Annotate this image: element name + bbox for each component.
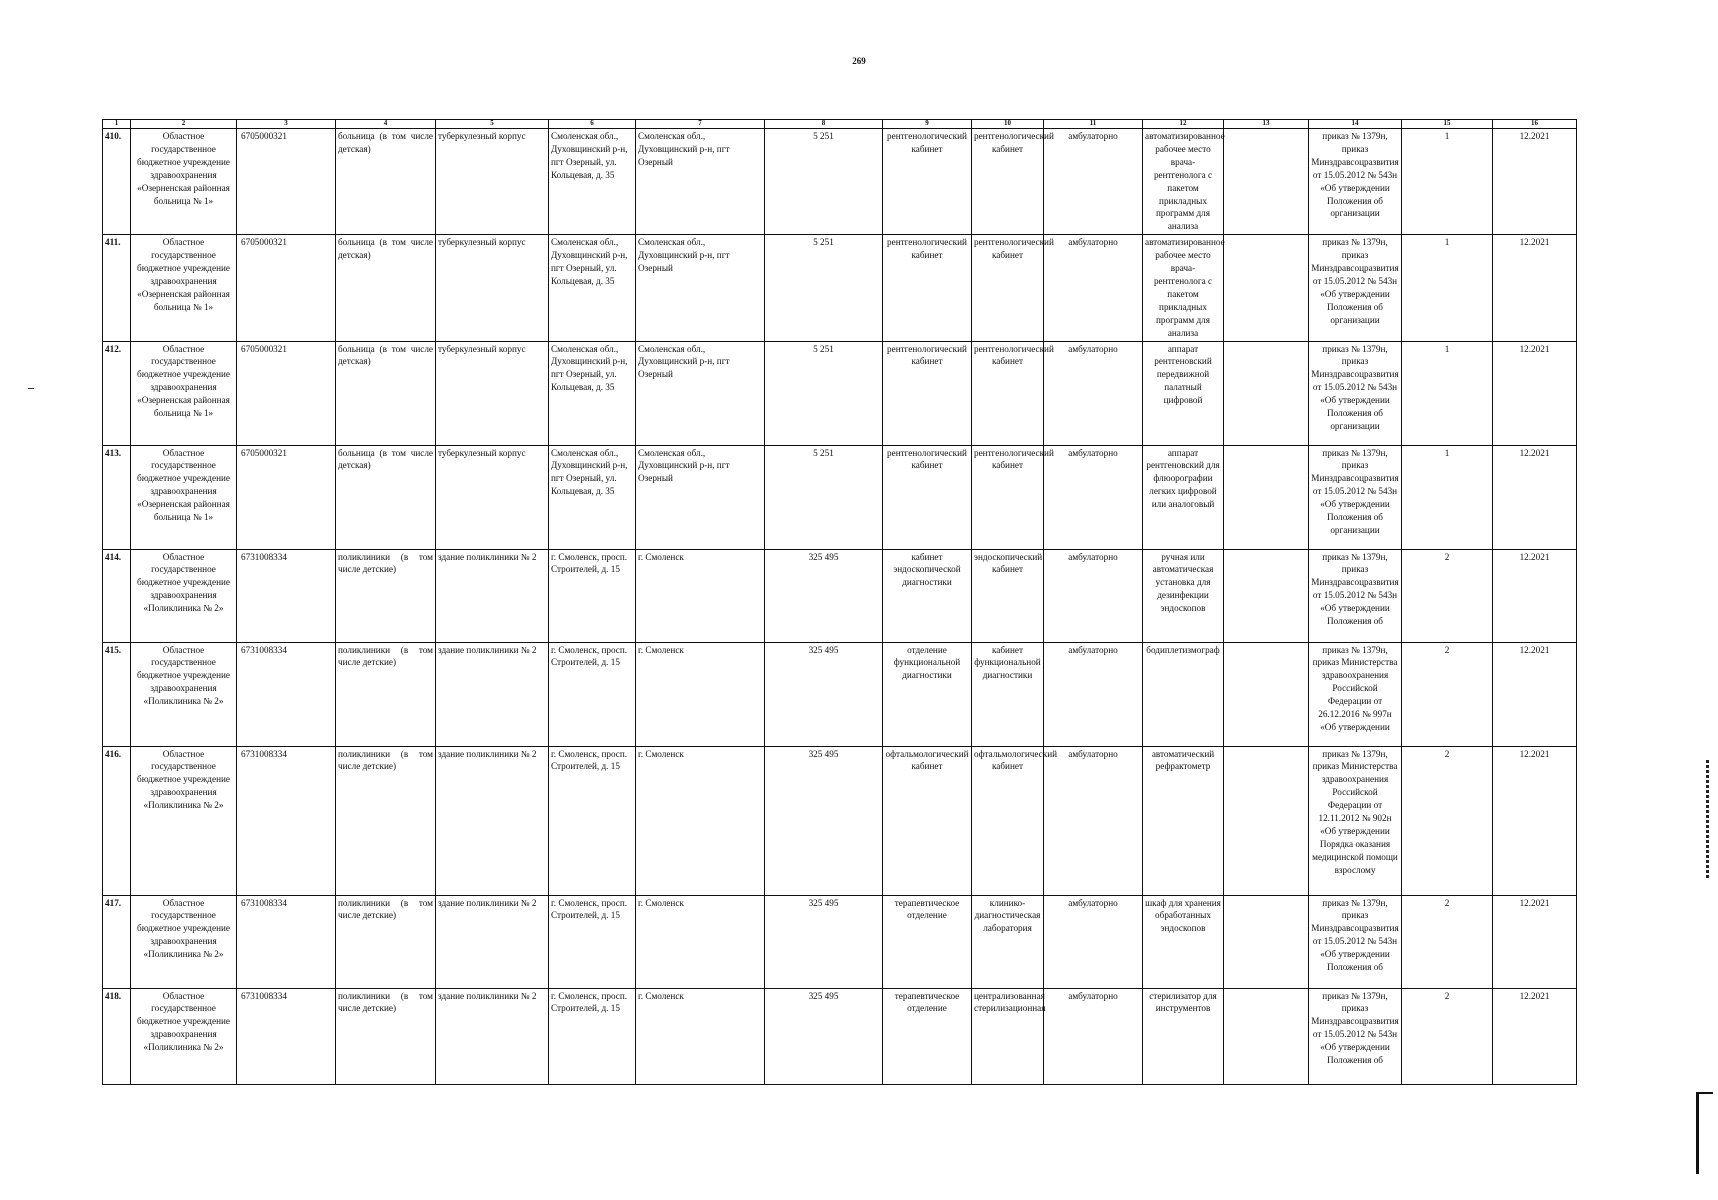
legal-basis: приказ № 1379н, приказ Минздравсоцразвития от 15.05.2012 № 543н «Об утверждении Положения об организации: [1309, 129, 1402, 235]
row-number: 412.: [103, 341, 131, 445]
inn-code: 6731008334: [237, 549, 336, 642]
room: централизованная стерилизационная: [972, 988, 1044, 1084]
building-name: здание поликлиники № 2: [436, 549, 549, 642]
equipment-name: автоматизированное рабочее место врача-рентгенолога с пакетом прикладных программ для анализа: [1143, 129, 1224, 235]
equipment-name: ручная или автоматическая установка для дезинфекции эндоскопов: [1143, 549, 1224, 642]
inn-code: 6731008334: [237, 746, 336, 895]
inn-code: 6705000321: [237, 445, 336, 549]
column-13: [1224, 895, 1309, 988]
col-header: 8: [765, 120, 883, 129]
facility-type: больница (в том числе детская): [336, 445, 436, 549]
quantity: 2: [1402, 895, 1493, 988]
population: 5 251: [765, 129, 883, 235]
room: клинико-диагностическая лаборатория: [972, 895, 1044, 988]
department: терапевтическое отделение: [883, 895, 972, 988]
planned-date: 12.2021: [1493, 129, 1577, 235]
building-name: туберкулезный корпус: [436, 129, 549, 235]
building-name: туберкулезный корпус: [436, 445, 549, 549]
table-row: [103, 129, 1577, 235]
population: 325 495: [765, 746, 883, 895]
column-13: [1224, 549, 1309, 642]
locality: Смоленская обл., Духовщинский р-н, пгт Озерный: [636, 129, 765, 235]
column-13: [1224, 642, 1309, 746]
locality: Смоленская обл., Духовщинский р-н, пгт Озерный: [636, 445, 765, 549]
department: рентгенологический кабинет: [883, 341, 972, 445]
row-number: 410.: [103, 129, 131, 235]
care-mode: амбулаторно: [1044, 445, 1143, 549]
locality: г. Смоленск: [636, 642, 765, 746]
department: рентгенологический кабинет: [883, 235, 972, 341]
facility-type: поликлиники (в том числе детские): [336, 746, 436, 895]
inn-code: 6731008334: [237, 988, 336, 1084]
department: офтальмологический кабинет: [883, 746, 972, 895]
population: 325 495: [765, 549, 883, 642]
equipment-name: аппарат рентгеновский для флюорографии легких цифровой или аналоговый: [1143, 445, 1224, 549]
inn-code: 6705000321: [237, 341, 336, 445]
col-header: 9: [883, 120, 972, 129]
population: 325 495: [765, 895, 883, 988]
facility-type: поликлиники (в том числе детские): [336, 642, 436, 746]
population: 5 251: [765, 341, 883, 445]
organization-name: Областное государственное бюджетное учреждение здравоохранения «Озерненская районная больница № 1»: [131, 235, 237, 341]
table-row: [103, 445, 1577, 549]
building-name: туберкулезный корпус: [436, 341, 549, 445]
col-header: 1: [103, 120, 131, 129]
equipment-table: [102, 119, 1577, 1085]
locality: Смоленская обл., Духовщинский р-н, пгт Озерный: [636, 235, 765, 341]
legal-basis: приказ № 1379н, приказ Минздравсоцразвития от 15.05.2012 № 543н «Об утверждении Положения об организации: [1309, 445, 1402, 549]
column-13: [1224, 129, 1309, 235]
room: эндоскопический кабинет: [972, 549, 1044, 642]
population: 5 251: [765, 235, 883, 341]
facility-type: больница (в том числе детская): [336, 341, 436, 445]
locality: г. Смоленск: [636, 746, 765, 895]
planned-date: 12.2021: [1493, 988, 1577, 1084]
legal-basis: приказ № 1379н, приказ Минздравсоцразвития от 15.05.2012 № 543н «Об утверждении Положения об организации: [1309, 341, 1402, 445]
facility-address: г. Смоленск, просп. Строителей, д. 15: [549, 549, 636, 642]
row-number: 413.: [103, 445, 131, 549]
care-mode: амбулаторно: [1044, 341, 1143, 445]
building-name: здание поликлиники № 2: [436, 895, 549, 988]
column-13: [1224, 341, 1309, 445]
department: отделение функциональной диагностики: [883, 642, 972, 746]
quantity: 1: [1402, 341, 1493, 445]
col-header: 12: [1143, 120, 1224, 129]
table-row: [103, 988, 1577, 1084]
care-mode: амбулаторно: [1044, 642, 1143, 746]
equipment-name: аппарат рентгеновский передвижной палатный цифровой: [1143, 341, 1224, 445]
scan-corner-mark: [1696, 1092, 1713, 1174]
equipment-name: стерилизатор для инструментов: [1143, 988, 1224, 1084]
col-header: 11: [1044, 120, 1143, 129]
table-row: [103, 642, 1577, 746]
facility-address: г. Смоленск, просп. Строителей, д. 15: [549, 642, 636, 746]
building-name: здание поликлиники № 2: [436, 988, 549, 1084]
legal-basis: приказ № 1379н, приказ Минздравсоцразвития от 15.05.2012 № 543н «Об утверждении Положения об: [1309, 549, 1402, 642]
locality: г. Смоленск: [636, 988, 765, 1084]
legal-basis: приказ № 1379н, приказ Минздравсоцразвития от 15.05.2012 № 543н «Об утверждении Положения об: [1309, 988, 1402, 1084]
population: 325 495: [765, 988, 883, 1084]
care-mode: амбулаторно: [1044, 746, 1143, 895]
col-header: 13: [1224, 120, 1309, 129]
locality: г. Смоленск: [636, 549, 765, 642]
column-13: [1224, 235, 1309, 341]
inn-code: 6731008334: [237, 642, 336, 746]
legal-basis: приказ № 1379н, приказ Министерства здравоохранения Российской Федерации от 26.12.2016 № 997н «Об утверждении: [1309, 642, 1402, 746]
col-header: 7: [636, 120, 765, 129]
row-number: 411.: [103, 235, 131, 341]
legal-basis: приказ № 1379н, приказ Минздравсоцразвития от 15.05.2012 № 543н «Об утверждении Положения об: [1309, 895, 1402, 988]
row-number: 416.: [103, 746, 131, 895]
header-row: [103, 120, 1577, 129]
care-mode: амбулаторно: [1044, 235, 1143, 341]
page-number: 269: [852, 56, 866, 66]
column-13: [1224, 746, 1309, 895]
planned-date: 12.2021: [1493, 746, 1577, 895]
scan-mark-right: [1706, 760, 1709, 880]
column-13: [1224, 988, 1309, 1084]
organization-name: Областное государственное бюджетное учреждение здравоохранения «Поликлиника № 2»: [131, 746, 237, 895]
department: кабинет эндоскопической диагностики: [883, 549, 972, 642]
inn-code: 6705000321: [237, 235, 336, 341]
facility-address: г. Смоленск, просп. Строителей, д. 15: [549, 746, 636, 895]
planned-date: 12.2021: [1493, 549, 1577, 642]
room: рентгенологический кабинет: [972, 235, 1044, 341]
scan-mark-left: [28, 388, 34, 389]
quantity: 1: [1402, 445, 1493, 549]
building-name: здание поликлиники № 2: [436, 642, 549, 746]
room: рентгенологический кабинет: [972, 129, 1044, 235]
col-header: 5: [436, 120, 549, 129]
organization-name: Областное государственное бюджетное учреждение здравоохранения «Поликлиника № 2»: [131, 549, 237, 642]
row-number: 418.: [103, 988, 131, 1084]
col-header: 4: [336, 120, 436, 129]
equipment-name: бодиплетизмограф: [1143, 642, 1224, 746]
care-mode: амбулаторно: [1044, 988, 1143, 1084]
row-number: 414.: [103, 549, 131, 642]
organization-name: Областное государственное бюджетное учреждение здравоохранения «Поликлиника № 2»: [131, 988, 237, 1084]
table-row: [103, 235, 1577, 341]
care-mode: амбулаторно: [1044, 895, 1143, 988]
col-header: 15: [1402, 120, 1493, 129]
population: 325 495: [765, 642, 883, 746]
care-mode: амбулаторно: [1044, 129, 1143, 235]
equipment-name: автоматический рефрактометр: [1143, 746, 1224, 895]
equipment-name: автоматизированное рабочее место врача-рентгенолога с пакетом прикладных программ для анализа: [1143, 235, 1224, 341]
col-header: 10: [972, 120, 1044, 129]
quantity: 2: [1402, 746, 1493, 895]
department: рентгенологический кабинет: [883, 445, 972, 549]
facility-type: больница (в том числе детская): [336, 235, 436, 341]
inn-code: 6731008334: [237, 895, 336, 988]
table-row: [103, 746, 1577, 895]
facility-address: г. Смоленск, просп. Строителей, д. 15: [549, 988, 636, 1084]
organization-name: Областное государственное бюджетное учреждение здравоохранения «Поликлиника № 2»: [131, 895, 237, 988]
organization-name: Областное государственное бюджетное учреждение здравоохранения «Озерненская районная больница № 1»: [131, 129, 237, 235]
quantity: 1: [1402, 129, 1493, 235]
table-row: [103, 895, 1577, 988]
facility-address: Смоленская обл., Духовщинский р-н, пгт Озерный, ул. Кольцевая, д. 35: [549, 129, 636, 235]
planned-date: 12.2021: [1493, 895, 1577, 988]
room: офтальмологический кабинет: [972, 746, 1044, 895]
col-header: 2: [131, 120, 237, 129]
facility-type: поликлиники (в том числе детские): [336, 549, 436, 642]
facility-address: Смоленская обл., Духовщинский р-н, пгт Озерный, ул. Кольцевая, д. 35: [549, 235, 636, 341]
facility-address: Смоленская обл., Духовщинский р-н, пгт Озерный, ул. Кольцевая, д. 35: [549, 445, 636, 549]
quantity: 2: [1402, 988, 1493, 1084]
facility-address: г. Смоленск, просп. Строителей, д. 15: [549, 895, 636, 988]
department: рентгенологический кабинет: [883, 129, 972, 235]
department: терапевтическое отделение: [883, 988, 972, 1084]
room: рентгенологический кабинет: [972, 445, 1044, 549]
legal-basis: приказ № 1379н, приказ Министерства здравоохранения Российской Федерации от 12.11.2012 № 902н «Об утверждении Порядка оказания медицинской помощи взрослому: [1309, 746, 1402, 895]
facility-type: поликлиники (в том числе детские): [336, 988, 436, 1084]
table-row: [103, 549, 1577, 642]
quantity: 2: [1402, 549, 1493, 642]
col-header: 6: [549, 120, 636, 129]
quantity: 2: [1402, 642, 1493, 746]
organization-name: Областное государственное бюджетное учреждение здравоохранения «Озерненская районная больница № 1»: [131, 445, 237, 549]
equipment-table-container: [102, 119, 1576, 1085]
col-header: 16: [1493, 120, 1577, 129]
legal-basis: приказ № 1379н, приказ Минздравсоцразвития от 15.05.2012 № 543н «Об утверждении Положения об организации: [1309, 235, 1402, 341]
building-name: туберкулезный корпус: [436, 235, 549, 341]
planned-date: 12.2021: [1493, 642, 1577, 746]
inn-code: 6705000321: [237, 129, 336, 235]
table-row: [103, 341, 1577, 445]
quantity: 1: [1402, 235, 1493, 341]
organization-name: Областное государственное бюджетное учреждение здравоохранения «Озерненская районная больница № 1»: [131, 341, 237, 445]
facility-type: поликлиники (в том числе детские): [336, 895, 436, 988]
equipment-name: шкаф для хранения обработанных эндоскопов: [1143, 895, 1224, 988]
row-number: 415.: [103, 642, 131, 746]
col-header: 14: [1309, 120, 1402, 129]
row-number: 417.: [103, 895, 131, 988]
facility-type: больница (в том числе детская): [336, 129, 436, 235]
population: 5 251: [765, 445, 883, 549]
facility-address: Смоленская обл., Духовщинский р-н, пгт Озерный, ул. Кольцевая, д. 35: [549, 341, 636, 445]
care-mode: амбулаторно: [1044, 549, 1143, 642]
planned-date: 12.2021: [1493, 341, 1577, 445]
col-header: 3: [237, 120, 336, 129]
locality: г. Смоленск: [636, 895, 765, 988]
planned-date: 12.2021: [1493, 445, 1577, 549]
planned-date: 12.2021: [1493, 235, 1577, 341]
organization-name: Областное государственное бюджетное учреждение здравоохранения «Поликлиника № 2»: [131, 642, 237, 746]
locality: Смоленская обл., Духовщинский р-н, пгт Озерный: [636, 341, 765, 445]
building-name: здание поликлиники № 2: [436, 746, 549, 895]
room: рентгенологический кабинет: [972, 341, 1044, 445]
column-13: [1224, 445, 1309, 549]
room: кабинет функциональной диагностики: [972, 642, 1044, 746]
